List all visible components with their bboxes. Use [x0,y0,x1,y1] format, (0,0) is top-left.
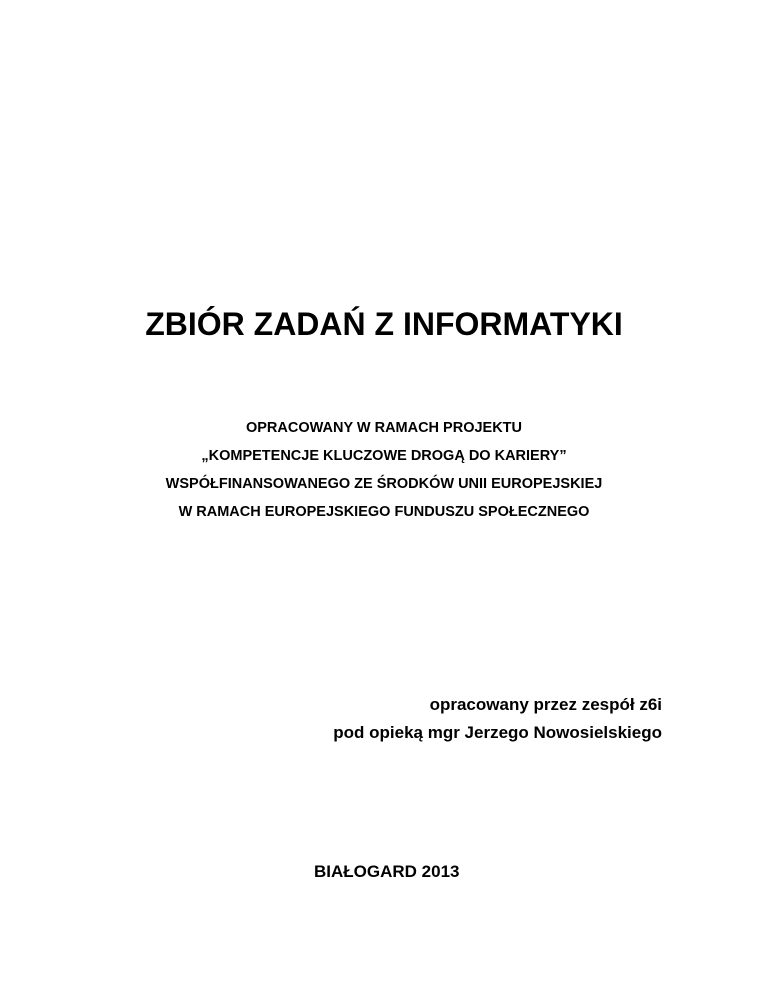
place-and-year: BIAŁOGARD 2013 [314,862,460,881]
project-description-line: W RAMACH EUROPEJSKIEGO FUNDUSZU SPOŁECZNEGO [178,504,590,520]
project-description-line: „KOMPETENCJE KLUCZOWE DROGĄ DO KARIERY” [201,448,567,464]
project-description [0,414,768,526]
authors-line: opracowany przez zespół z6i [429,695,662,714]
authors-block [162,691,662,747]
project-description-line: OPRACOWANY W RAMACH PROJEKTU [245,420,523,436]
supervisor-line: pod opieką mgr Jerzego Nowosielskiego [333,723,662,742]
document-title: ZBIÓR ZADAŃ Z INFORMATYKI [145,306,623,342]
project-description-line: WSPÓŁFINANSOWANEGO ZE ŚRODKÓW UNII EUROPEJSKIEJ [165,476,603,492]
